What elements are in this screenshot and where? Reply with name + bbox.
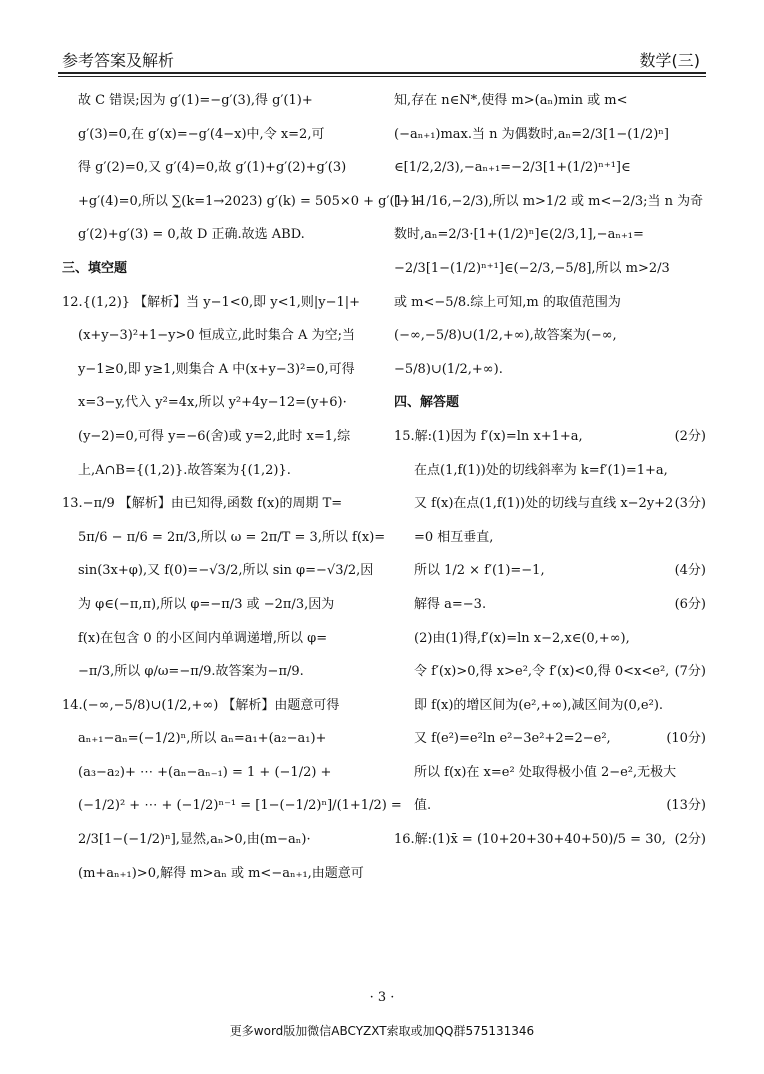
score-mark: (7分) bbox=[674, 664, 706, 680]
line-text: 即 f(x)的增区间为(e²,+∞),减区间为(0,e²). bbox=[414, 697, 664, 713]
text-line bbox=[394, 823, 706, 857]
score-mark: (2分) bbox=[674, 832, 706, 848]
text-line bbox=[62, 218, 380, 252]
line-text: 知,存在 n∈N*,使得 m>(aₙ)min 或 m< bbox=[394, 93, 628, 108]
text-line bbox=[62, 823, 380, 857]
text-line bbox=[62, 454, 380, 488]
line-text: (x+y−3)²+1−y>0 恒成立,此时集合 A 为空;当 bbox=[78, 328, 355, 344]
text-line bbox=[394, 218, 706, 252]
text-line bbox=[394, 420, 706, 454]
page-number: · 3 · bbox=[369, 990, 395, 1005]
line-text: 为 φ∈(−π,π),所以 φ=−π/3 或 −2π/3,因为 bbox=[78, 596, 335, 612]
line-text: 值. bbox=[414, 798, 432, 814]
line-text: 数时,aₙ=2/3·[1+(1/2)ⁿ]∈(2/3,1],−aₙ₊₁= bbox=[394, 227, 644, 243]
text-line bbox=[394, 386, 706, 420]
score-mark: (6分) bbox=[674, 596, 706, 612]
text-line bbox=[62, 420, 380, 454]
line-text: 16.解:(1)x̄ = (10+20+30+40+50)/5 = 30, bbox=[394, 832, 666, 848]
line-text: (−aₙ₊₁)max.当 n 为偶数时,aₙ=2/3[1−(1/2)ⁿ] bbox=[394, 126, 669, 142]
text-line bbox=[62, 353, 380, 387]
line-text: 13.−π/9 【解析】由已知得,函数 f(x)的周期 T= bbox=[62, 496, 343, 512]
line-text: 或 m<−5/8.综上可知,m 的取值范围为 bbox=[394, 294, 621, 310]
text-line bbox=[394, 252, 706, 286]
line-text: 三、填空题 bbox=[62, 260, 128, 276]
text-line bbox=[394, 622, 706, 656]
line-text: 解得 a=−3. bbox=[414, 596, 487, 612]
line-text: 又 f(x)在点(1,f(1))处的切线与直线 x−2y+2 bbox=[414, 496, 674, 512]
line-text: (a₃−a₂)+ ⋯ +(aₙ−aₙ₋₁) = 1 + (−1/2) + bbox=[78, 764, 332, 780]
text-line bbox=[394, 151, 706, 185]
text-line bbox=[394, 554, 706, 588]
line-text: 所以 f(x)在 x=e² 处取得极小值 2−e²,无极大 bbox=[414, 764, 677, 780]
text-line bbox=[394, 319, 706, 353]
line-text: x=3−y,代入 y²=4x,所以 y²+4y−12=(y+6)· bbox=[78, 395, 347, 411]
text-line bbox=[394, 487, 706, 521]
score-mark: (4分) bbox=[674, 563, 706, 579]
text-line bbox=[62, 286, 380, 320]
text-line bbox=[62, 386, 380, 420]
text-line bbox=[62, 84, 380, 118]
line-text: aₙ₊₁−aₙ=(−1/2)ⁿ,所以 aₙ=a₁+(a₂−a₁)+ bbox=[78, 731, 327, 747]
text-line bbox=[62, 521, 386, 555]
text-line bbox=[62, 151, 380, 185]
text-line bbox=[394, 353, 706, 387]
line-text: 四、解答题 bbox=[394, 395, 460, 411]
footer-note: 更多word版加微信ABCYZXT索取或加QQ群575131346 bbox=[229, 1024, 535, 1038]
line-text: ∈[1/2,2/3),−aₙ₊₁=−2/3[1+(1/2)ⁿ⁺¹]∈ bbox=[394, 160, 631, 176]
text-line bbox=[62, 689, 380, 723]
text-line bbox=[394, 185, 706, 219]
text-line bbox=[62, 789, 402, 823]
line-text: 故 C 错误;因为 g′(1)=−g′(3),得 g′(1)+ bbox=[78, 93, 313, 108]
text-line bbox=[394, 689, 706, 723]
header-rule bbox=[58, 72, 706, 74]
line-text: (m+aₙ₊₁)>0,解得 m>aₙ 或 m<−aₙ₊₁,由题意可 bbox=[78, 865, 364, 881]
line-text: 15.解:(1)因为 f′(x)=ln x+1+a, bbox=[394, 428, 583, 444]
line-text: 所以 1/2 × f′(1)=−1, bbox=[414, 563, 545, 579]
header-title: 参考答案及解析 bbox=[62, 51, 175, 70]
text-line bbox=[62, 756, 380, 790]
text-line bbox=[394, 789, 706, 823]
line-text: f(x)在包含 0 的小区间内单调递增,所以 φ= bbox=[78, 630, 328, 646]
line-text: 在点(1,f(1))处的切线斜率为 k=f′(1)=1+a, bbox=[414, 462, 668, 478]
text-line bbox=[62, 622, 380, 656]
text-line bbox=[62, 588, 380, 622]
left-column bbox=[62, 84, 423, 890]
line-text: −2/3[1−(1/2)ⁿ⁺¹]∈(−2/3,−5/8],所以 m>2/3 bbox=[394, 260, 670, 276]
text-line bbox=[394, 756, 706, 790]
text-line bbox=[394, 118, 706, 152]
line-text: 12.{(1,2)} 【解析】当 y−1<0,即 y<1,则|y−1|+ bbox=[62, 294, 361, 310]
line-text: −π/3,所以 φ/ω=−π/9.故答案为−π/9. bbox=[78, 664, 304, 680]
line-text: (−∞,−5/8)∪(1/2,+∞),故答案为(−∞, bbox=[394, 328, 617, 344]
line-text: [−11/16,−2/3),所以 m>1/2 或 m<−2/3;当 n 为奇 bbox=[394, 193, 704, 209]
header-subject: 数学(三) bbox=[639, 51, 700, 70]
score-mark: (3分) bbox=[674, 496, 706, 512]
text-line bbox=[394, 722, 706, 756]
text-line bbox=[394, 588, 706, 622]
line-text: 上,A∩B={(1,2)}.故答案为{(1,2)}. bbox=[78, 462, 291, 478]
line-text: 14.(−∞,−5/8)∪(1/2,+∞) 【解析】由题意可得 bbox=[62, 697, 340, 713]
text-line bbox=[62, 118, 380, 152]
line-text: +g′(4)=0,所以 ∑(k=1→2023) g′(k) = 505×0 + g′(1) + bbox=[78, 193, 423, 209]
header-rule-thin bbox=[58, 76, 706, 77]
text-line bbox=[394, 286, 706, 320]
text-line bbox=[62, 857, 380, 891]
line-text: (−1/2)² + ⋯ + (−1/2)ⁿ⁻¹ = [1−(−1/2)ⁿ]/(1+1/2) = bbox=[78, 798, 402, 814]
text-line bbox=[394, 521, 706, 555]
line-text: 又 f(e²)=e²ln e²−3e²+2=2−e², bbox=[414, 731, 611, 747]
score-mark: (10分) bbox=[666, 731, 706, 747]
line-text: 得 g′(2)=0,又 g′(4)=0,故 g′(1)+g′(2)+g′(3) bbox=[78, 160, 347, 176]
line-text: =0 相互垂直, bbox=[414, 529, 494, 545]
text-line bbox=[394, 454, 706, 488]
score-mark: (2分) bbox=[674, 428, 706, 444]
line-text: (2)由(1)得,f′(x)=ln x−2,x∈(0,+∞), bbox=[414, 630, 630, 646]
text-line bbox=[62, 722, 380, 756]
score-mark: (13分) bbox=[666, 798, 706, 814]
text-line bbox=[394, 84, 706, 118]
line-text: 令 f′(x)>0,得 x>e²,令 f′(x)<0,得 0<x<e², bbox=[414, 664, 670, 680]
text-line bbox=[394, 655, 706, 689]
line-text: 2/3[1−(−1/2)ⁿ],显然,aₙ>0,由(m−aₙ)· bbox=[78, 832, 311, 848]
line-text: g′(3)=0,在 g′(x)=−g′(4−x)中,令 x=2,可 bbox=[78, 126, 325, 142]
text-line bbox=[62, 487, 380, 521]
text-line bbox=[62, 252, 380, 286]
text-line bbox=[62, 655, 380, 689]
text-line bbox=[62, 554, 380, 588]
right-column bbox=[394, 84, 706, 857]
line-text: 5π/6 − π/6 = 2π/3,所以 ω = 2π/T = 3,所以 f(x)= bbox=[78, 529, 386, 545]
line-text: sin(3x+φ),又 f(0)=−√3/2,所以 sin φ=−√3/2,因 bbox=[78, 563, 374, 579]
line-text: (y−2)=0,可得 y=−6(舍)或 y=2,此时 x=1,综 bbox=[78, 428, 351, 444]
text-line bbox=[62, 185, 423, 219]
line-text: y−1≥0,即 y≥1,则集合 A 中(x+y−3)²=0,可得 bbox=[78, 361, 355, 377]
line-text: −5/8)∪(1/2,+∞). bbox=[394, 361, 503, 377]
line-text: g′(2)+g′(3) = 0,故 D 正确.故选 ABD. bbox=[78, 227, 305, 243]
text-line bbox=[62, 319, 380, 353]
